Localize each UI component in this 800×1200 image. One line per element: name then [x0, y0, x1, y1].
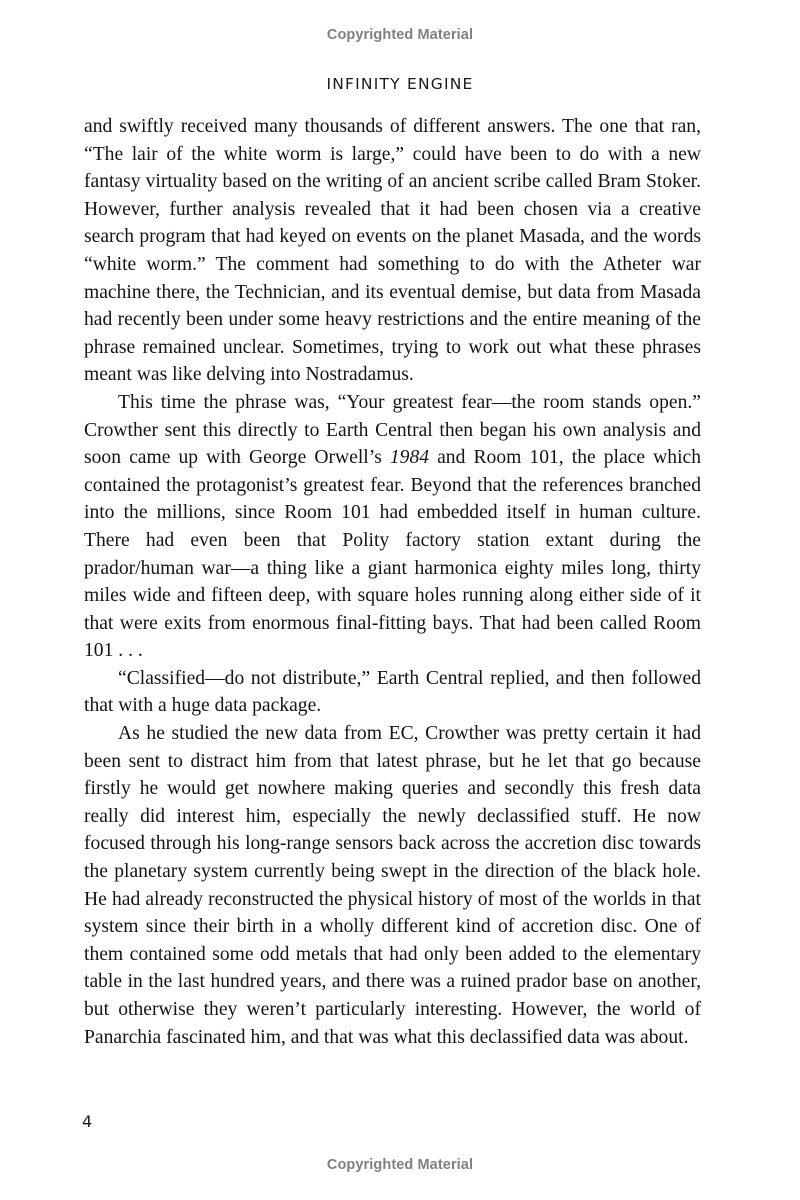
running-head-title: INFINITY ENGINE — [326, 75, 474, 93]
paragraph: “Classified—do not distribute,” Earth Central replied, and then followed that with a huge data package. — [84, 667, 701, 717]
book-title-italic: 1984 — [389, 447, 430, 469]
body-text — [84, 113, 701, 1051]
copyright-watermark-top: Copyrighted Material — [326, 27, 474, 43]
paragraph-text: This time the phrase was, “Your greatest fear—the room stands open.” Crowther sent this directly to Earth Central then began his own analysis and soon came up with George Orwell’s — [84, 391, 701, 469]
copyright-watermark-bottom: Copyrighted Material — [326, 1157, 474, 1173]
paragraph-text: and Room 101, the place which contained the protagonist’s greatest fear. Beyond that the references branched into the millions, since Room 101 had embedded itself in human culture. There had even been that Polity factory station extant during the prador/human war—a thing like a giant harmonica eighty miles long, thirty miles wide and fifteen deep, with square holes running along either side of it that were exits from enormous final-fitting bays. That had been called Room 101 . . . — [84, 447, 702, 662]
paragraph — [84, 389, 701, 665]
paragraph: As he studied the new data from EC, Crowther was pretty certain it had been sent to distract him from that latest phrase, but he let that go because firstly he would get nowhere making queries and secondly this fresh data really did interest him, especially the newly declassified stuff. He now focused through his long-range sensors back across the accretion disc towards the planetary system currently being swept in the direction of the black hole. He had already reconstructed the physical history of most of the worlds in that system since their birth in a wholly different kind of accretion disc. One of them contained some odd metals that had only been added to the elementary table in the last hundred years, and there was a ruined prador base on another, but otherwise they weren’t particularly interesting. However, the world of Panarchia fascinated him, and that was what this declassified data was about. — [84, 723, 701, 1048]
page-number: 4 — [82, 1112, 93, 1131]
paragraph: and swiftly received many thousands of different answers. The one that ran, “The lair of the white worm is large,” could have been to do with a new fantasy virtuality based on the writing of an ancient scribe called Bram Stoker. However, further analysis revealed that it had been chosen via a creative search program that had keyed on events on the planet Masada, and the words “white worm.” The comment had something to do with the Atheter war machine there, the Technician, and its eventual demise, but data from Masada had recently been under some heavy restrictions and the entire meaning of the phrase remained unclear. Sometimes, trying to work out what these phrases meant was like delving into Nostradamus. — [84, 116, 701, 386]
